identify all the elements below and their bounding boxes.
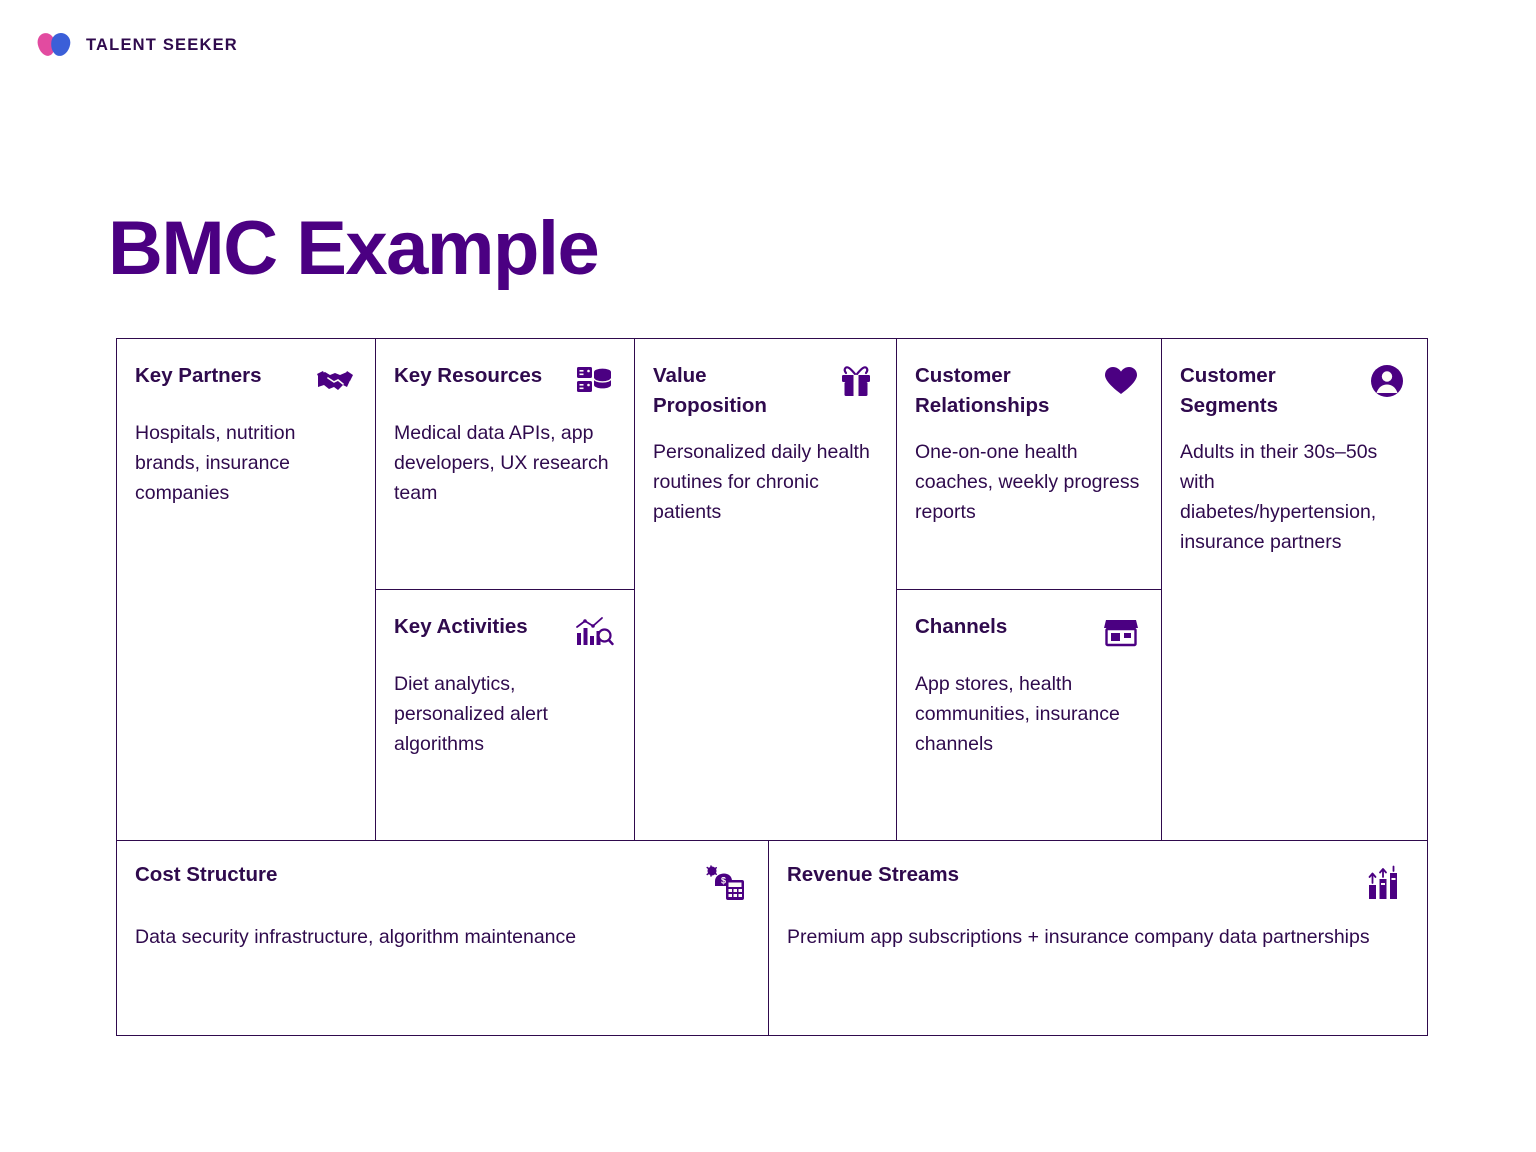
canvas-block-key-partners bbox=[117, 339, 375, 840]
block-title: Cost Structure bbox=[135, 863, 278, 886]
block-title: Key Partners bbox=[135, 364, 262, 387]
canvas-column-key-resources bbox=[376, 339, 635, 840]
page-title: BMC Example bbox=[108, 205, 599, 291]
block-title: Key Resources bbox=[394, 364, 543, 387]
brand-logo bbox=[38, 30, 238, 60]
canvas-block-value-proposition bbox=[635, 339, 896, 840]
block-title: Customer Segments bbox=[1180, 364, 1278, 417]
block-title: Customer Relationships bbox=[915, 364, 1050, 417]
block-header bbox=[135, 361, 355, 401]
growth-bars-icon bbox=[1365, 863, 1405, 903]
handshake-icon bbox=[315, 361, 355, 401]
database-server-icon bbox=[574, 361, 614, 401]
business-model-canvas bbox=[116, 338, 1428, 1036]
canvas-block-cost-structure bbox=[117, 841, 769, 1035]
canvas-block-key-resources bbox=[376, 339, 634, 590]
block-title: Value Proposition bbox=[653, 364, 767, 417]
block-body: Adults in their 30s–50s with diabetes/hypertension, insurance partners bbox=[1180, 441, 1378, 553]
block-body: App stores, health communities, insurance channels bbox=[915, 673, 1120, 755]
svg-text:$: $ bbox=[720, 875, 727, 886]
heart-icon bbox=[1101, 361, 1141, 401]
block-header bbox=[135, 863, 746, 903]
canvas-column-customer-relationships bbox=[897, 339, 1162, 840]
block-header bbox=[653, 361, 876, 420]
money-calculator-icon bbox=[706, 863, 746, 903]
canvas-block-customer-relationships bbox=[897, 339, 1161, 590]
canvas-bottom-row bbox=[116, 840, 1428, 1036]
block-body: Personalized daily health routines for chronic patients bbox=[653, 441, 870, 524]
block-body: Premium app subscriptions + insurance company data partnerships bbox=[787, 926, 1370, 948]
block-header bbox=[915, 612, 1141, 652]
block-header bbox=[1180, 361, 1407, 420]
block-body: Diet analytics, personalized alert algorithms bbox=[394, 673, 548, 755]
canvas-column-value-proposition bbox=[635, 339, 897, 840]
analytics-chart-icon bbox=[574, 612, 614, 652]
block-title: Channels bbox=[915, 615, 1008, 638]
canvas-block-key-activities bbox=[376, 590, 634, 841]
block-body: One-on-one health coaches, weekly progress reports bbox=[915, 441, 1140, 524]
canvas-column-key-partners bbox=[117, 339, 376, 840]
block-header bbox=[394, 361, 614, 401]
storefront-icon bbox=[1101, 612, 1141, 652]
block-body: Medical data APIs, app developers, UX research team bbox=[394, 422, 609, 504]
canvas-block-customer-segments bbox=[1162, 339, 1427, 840]
block-header bbox=[915, 361, 1141, 420]
block-title: Key Activities bbox=[394, 615, 528, 638]
canvas-block-channels bbox=[897, 590, 1161, 841]
brand-name: TALENT SEEKER bbox=[86, 35, 238, 54]
block-body: Hospitals, nutrition brands, insurance companies bbox=[135, 422, 296, 504]
gift-icon bbox=[836, 361, 876, 401]
petal-logo-icon bbox=[38, 30, 74, 60]
block-header bbox=[394, 612, 614, 652]
block-title: Revenue Streams bbox=[787, 863, 960, 886]
block-body: Data security infrastructure, algorithm maintenance bbox=[135, 926, 577, 948]
canvas-column-customer-segments bbox=[1162, 339, 1427, 840]
canvas-block-revenue-streams bbox=[769, 841, 1427, 1035]
canvas-top-row bbox=[116, 338, 1428, 840]
block-header bbox=[787, 863, 1405, 903]
user-avatar-icon bbox=[1367, 361, 1407, 401]
